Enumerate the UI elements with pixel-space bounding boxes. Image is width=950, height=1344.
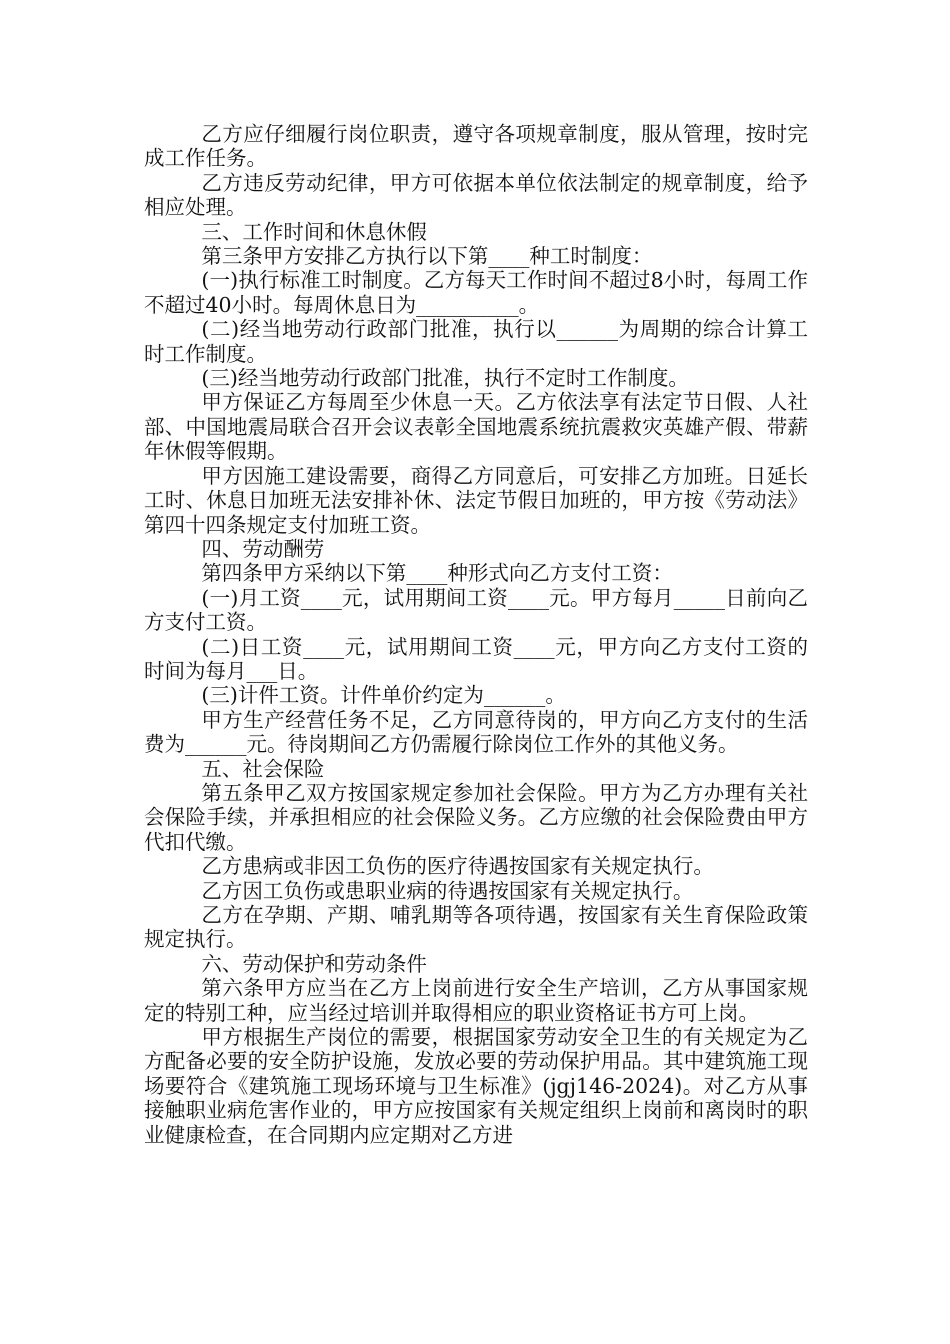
paragraph-rest-days: 甲方保证乙方每周至少休息一天。乙方依法享有法定节日假、人社部、中国地震局联合召开会议表彰全国地震系统抗震救灾英雄产假、带薪年休假等假期。 bbox=[144, 390, 808, 464]
article-4: 第四条甲方采纳以下第____种形式向乙方支付工资： bbox=[201, 561, 673, 586]
paragraph-maternity: 乙方在孕期、产期、哺乳期等各项待遇，按国家有关生育保险政策规定执行。 bbox=[144, 903, 808, 952]
article-4-item-2: (二)日工资____元，试用期间工资____元，甲方向乙方支付工资的时间为每月___日。 bbox=[144, 634, 808, 683]
document-body bbox=[144, 122, 808, 1147]
paragraph-safety-equipment: 甲方根据生产岗位的需要，根据国家劳动安全卫生的有关规定为乙方配备必要的安全防护设施，发放必要的劳动保护用品。其中建筑施工现场要符合《建筑施工现场环境与卫生标准》(jgj146-2024)。对乙方从事接触职业病危害作业的，甲方应按国家有关规定组织上岗前和离岗时的职业健康检查，在合同期内应定期对乙方进 bbox=[144, 1025, 808, 1147]
paragraph-overtime: 甲方因施工建设需要，商得乙方同意后，可安排乙方加班。日延长工时、休息日加班无法安排补休、法定节假日加班的，甲方按《劳动法》第四十四条规定支付加班工资。 bbox=[144, 463, 808, 537]
article-6: 第六条甲方应当在乙方上岗前进行安全生产培训，乙方从事国家规定的特别工种，应当经过培训并取得相应的职业资格证书方可上岗。 bbox=[144, 976, 808, 1025]
article-3-item-2: (二)经当地劳动行政部门批准，执行以______为周期的综合计算工时工作制度。 bbox=[144, 317, 808, 366]
article-4-item-3: (三)计件工资。计件单价约定为______。 bbox=[201, 683, 566, 708]
section-heading-remuneration: 四、劳动酬劳 bbox=[201, 536, 325, 561]
section-heading-social-insurance: 五、社会保险 bbox=[201, 756, 325, 781]
article-3-item-1: (一)执行标准工时制度。乙方每天工作时间不超过8小时，每周工作不超过40小时。每周休息日为__________。 bbox=[144, 268, 808, 317]
paragraph-illness: 乙方患病或非因工负伤的医疗待遇按国家有关规定执行。 bbox=[201, 854, 714, 879]
section-heading-labor-protection: 六、劳动保护和劳动条件 bbox=[201, 951, 427, 976]
article-4-item-1: (一)月工资____元，试用期间工资____元。甲方每月_____日前向乙方支付工资。 bbox=[144, 585, 808, 635]
article-5: 第五条甲乙双方按国家规定参加社会保险。甲方为乙方办理有关社会保险手续，并承担相应的社会保险义务。乙方应缴的社会保险费由甲方代扣代缴。 bbox=[144, 780, 808, 854]
paragraph-work-injury: 乙方因工负伤或患职业病的待遇按国家有关规定执行。 bbox=[201, 878, 694, 903]
paragraph-standby: 甲方生产经营任务不足，乙方同意待岗的，甲方向乙方支付的生活费为______元。待岗期间乙方仍需履行除岗位工作外的其他义务。 bbox=[144, 707, 808, 757]
section-heading-work-hours: 三、工作时间和休息休假 bbox=[201, 219, 427, 244]
article-3: 第三条甲方安排乙方执行以下第____种工时制度： bbox=[201, 244, 653, 269]
article-3-item-3: (三)经当地劳动行政部门批准，执行不定时工作制度。 bbox=[201, 366, 689, 391]
paragraph-duties: 乙方应仔细履行岗位职责，遵守各项规章制度，服从管理，按时完成工作任务。 bbox=[144, 122, 808, 171]
paragraph-discipline: 乙方违反劳动纪律，甲方可依据本单位依法制定的规章制度，给予相应处理。 bbox=[144, 170, 808, 220]
